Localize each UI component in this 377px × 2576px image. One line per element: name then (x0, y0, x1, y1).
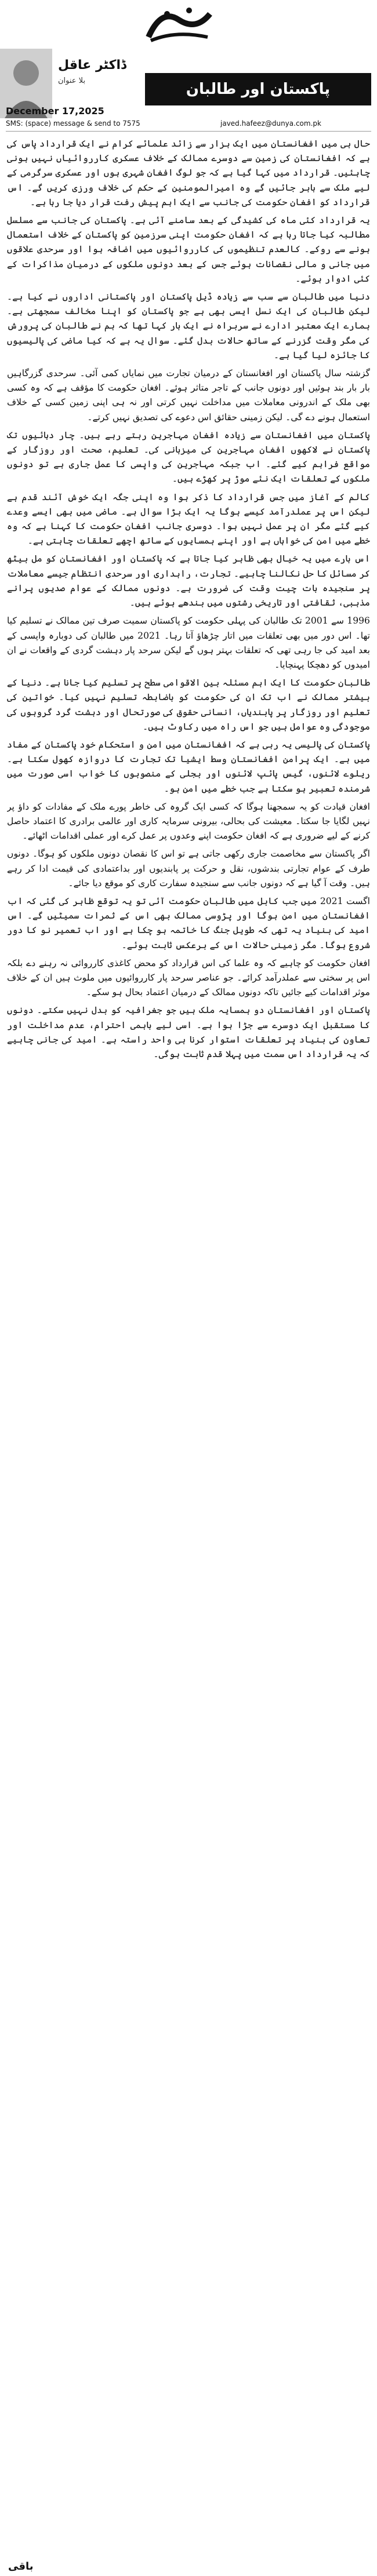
newspaper-logo (144, 2, 215, 44)
column-title: پاکستان اور طالبان (145, 73, 371, 105)
sms-info: SMS: (space) message & send to 7575 (6, 119, 140, 127)
article-paragraph: پاکستان کی پالیسی یہ رہی ہے کہ افغانستان میں امن و استحکام خود پاکستان کے مفاد میں ہے۔ ایک پرامن افغانستان وسط ایشیا تک تجارت کا دروازہ کھول سکتا ہے۔ ریلوے لائنوں، گیس پائپ لائنوں اور بجلی کے منصوبوں کا خواب اسی صورت میں شرمندہ تعبیر ہو سکتا ہے جب خطے میں امن ہو۔ (7, 739, 370, 794)
article-paragraph: پاکستان میں افغانستان سے زیادہ افغان مہاجرین رہتے رہے ہیں۔ چار دہائیوں تک پاکستان نے لاکھوں افغان مہاجرین کی میزبانی کی۔ تعلیم، صحت اور روزگار کے مواقع فراہم کیے گئے۔ اب جبکہ مہاجرین کی واپسی کا عمل جاری ہے تو دونوں ملکوں کے تعلقات ایک نئے موڑ پر کھڑے ہیں۔ (7, 429, 370, 484)
article-body (7, 137, 370, 2553)
article-paragraph: اس بارے میں یہ خیال بھی ظاہر کیا جاتا ہے کہ پاکستان اور افغانستان کو مل بیٹھ کر مسائل کا حل نکالنا چاہیے۔ تجارت، راہداری اور سرحدی انتظام جیسے معاملات پر سنجیدہ بات چیت وقت کی ضرورت ہے۔ دونوں ممالک کے عوام صدیوں پرانے مذہبی، ثقافتی اور تاریخی رشتوں میں بندھے ہوئے ہیں۔ (7, 553, 370, 609)
article-paragraph: اگست 2021 میں جب کابل میں طالبان حکومت آئی تو یہ توقع ظاہر کی گئی کہ اب افغانستان میں امن ہوگا اور پڑوسی ممالک بھی اس کے ثمرات سمیٹیں گے۔ اس امید کی بنیاد یہ تھی کہ طویل جنگ کا خاتمہ ہو چکا ہے اور اب تعمیر نو کا دور شروع ہوگا۔ مگر زمینی حالات اس کے برعکس ثابت ہوئے۔ (7, 895, 370, 950)
article-paragraph: افغان حکومت کو چاہیے کہ وہ علما کی اس قرارداد کو محض کاغذی کارروائی نہ رہنے دے بلکہ اس پر سختی سے عملدرآمد کرائے۔ جو عناصر سرحد پار کارروائیوں میں ملوث ہیں ان کے خلاف موثر اقدامات کیے جائیں تاکہ دونوں ممالک کے درمیان اعتماد بحال ہو سکے۔ (7, 957, 370, 998)
continuation-mark: باقی (8, 2560, 34, 2573)
author-name: ڈاکٹر عاقل (58, 58, 126, 72)
article-paragraph: افغان قیادت کو یہ سمجھنا ہوگا کہ کسی ایک گروہ کی خاطر پورے ملک کے مفادات کو داؤ پر نہیں لگایا جا سکتا۔ معیشت کی بحالی، بیرونی سرمایہ کاری اور عالمی برادری کا اعتماد حاصل کرنے کے لیے ضروری ہے کہ افغان حکومت اپنے وعدوں پر عمل کرے اور عملی اقدامات اٹھائے۔ (7, 801, 370, 841)
article-paragraph: دنیا میں طالبان سے سب سے زیادہ ڈیل پاکستان اور پاکستانی اداروں نے کیا ہے۔ لیکن طالبان کی ایک نسل ایسی بھی ہے جو پاکستان کو اپنا مخالف سمجھتی ہے۔ ہمارے ایک معتبر ادارے نے سربراہ نے ایک بار کہا تھا کہ ہم نے طالبان کی پرورش کی مگر وقت گزرنے کے ساتھ حالات بدل گئے۔ سوال یہ ہے کہ کیا ماضی کی پالیسیوں کا جائزہ لیا گیا ہے۔ (7, 292, 370, 360)
article-paragraph: اگر پاکستان سے مخاصمت جاری رکھی جاتی ہے تو اس کا نقصان دونوں ملکوں کو ہوگا۔ دونوں طرف کے عوام تجارتی بندشوں، نقل و حرکت پر پابندیوں اور بداعتمادی کی قیمت ادا کر رہے ہیں۔ وقت آ گیا ہے کہ دونوں جانب سے سنجیدہ سفارت کاری کو موقع دیا جائے۔ (7, 848, 370, 888)
article-paragraph: طالبان حکومت کا ایک اہم مسئلہ بین الاقوامی سطح پر تسلیم کیا جانا ہے۔ دنیا کے بیشتر ممالک نے اب تک ان کی حکومت کو باضابطہ تسلیم نہیں کیا۔ خواتین کی تعلیم اور روزگار پر پابندیاں، انسانی حقوق کی صورتحال اور دہشت گرد گروہوں کی موجودگی وہ عوامل ہیں جو اس راہ میں رکاوٹ ہیں۔ (7, 677, 370, 732)
masthead (0, 0, 377, 146)
publish-date: December 17,2025 (6, 105, 104, 116)
article-paragraph: یہ قرارداد کئی ماہ کی کشیدگی کے بعد سامنے آئی ہے۔ پاکستان کی جانب سے مسلسل مطالبہ کیا جاتا رہا ہے کہ افغان حکومت اپنی سرزمین کو پاکستان کے خلاف استعمال ہونے سے روکے۔ کالعدم تنظیموں کی کارروائیوں میں اضافہ ہوا اور سرحدی علاقوں میں جانی و مالی نقصانات ہوئے جس کے بعد دونوں ملکوں کے درمیان مذاکرات کے کئی ادوار ہوئے۔ (7, 215, 370, 284)
article-paragraph: پاکستان اور افغانستان دو ہمسایہ ملک ہیں جو جغرافیہ کو بدل نہیں سکتے۔ دونوں کا مستقبل ایک دوسرے سے جڑا ہوا ہے۔ اسی لیے باہمی احترام، عدم مداخلت اور تعاون کی بنیاد پر تعلقات استوار کرنا ہی واحد راستہ ہے۔ امید کی جانی چاہیے کہ یہ قرارداد اس سمت میں پہلا قدم ثابت ہوگی۔ (7, 1005, 370, 1059)
header-divider (6, 131, 371, 132)
author-role: بلا عنوان (58, 76, 86, 85)
article-paragraph: 1996 سے 2001 تک طالبان کی پہلی حکومت کو پاکستان سمیت صرف تین ممالک نے تسلیم کیا تھا۔ اس دور میں بھی تعلقات میں اتار چڑھاؤ آتا رہا۔ 2021 میں طالبان کی دوبارہ واپسی کے بعد امید کی جا رہی تھی کہ تعلقات بہتر ہوں گے لیکن سرحد پار دہشت گردی کے واقعات نے ان امیدوں کو دھچکا پہنچایا۔ (7, 615, 370, 670)
author-email: javed.hafeez@dunya.com.pk (220, 119, 321, 127)
article-paragraph: گزشتہ سال پاکستان اور افغانستان کے درمیان تجارت میں نمایاں کمی آئی۔ سرحدی گزرگاہیں بار بار بند ہوئیں اور دونوں جانب کے تاجر متاثر ہوئے۔ افغان حکومت کا مؤقف ہے کہ وہ کسی بھی ملک کے اندرونی معاملات میں مداخلت نہیں کرتی اور نہ ہی اپنی زمین کسی کے خلاف استعمال ہونے دے گی۔ لیکن زمینی حقائق اس دعوے کی تصدیق نہیں کرتے۔ (7, 368, 370, 422)
article-paragraph: کالم کے آغاز میں جس قرارداد کا ذکر ہوا وہ اپنی جگہ ایک خوش آئند قدم ہے لیکن اس پر عملدرآمد کیسے ہوگا یہ ایک بڑا سوال ہے۔ ماضی میں بھی ایسے وعدے کیے گئے مگر ان پر عمل نہیں ہوا۔ دوسری جانب افغان حکومت کا کہنا ہے کہ وہ خطے میں امن کی خواہاں ہے اور اپنے ہمسایوں کے ساتھ اچھے تعلقات چاہتی ہے۔ (7, 491, 370, 546)
article-paragraph: حال ہی میں افغانستان میں ایک ہزار سے زائد علمائے کرام نے ایک قرارداد پاس کی ہے کہ افغانستان کی زمین سے دوسرے ممالک کے خلاف عسکری کارروائیاں نہیں ہونی چاہئیں۔ قرارداد میں کہا گیا ہے کہ جو لوگ افغان شہری ہوں اور عسکری سرگرمی کے لیے ملک سے باہر جائیں گے وہ امیرالمومنین کے حکم کی خلاف ورزی کریں گے۔ اس قرارداد کو افغان حکومت کی جانب سے ایک اہم پیش رفت قرار دیا جا رہا ہے۔ (7, 139, 370, 207)
